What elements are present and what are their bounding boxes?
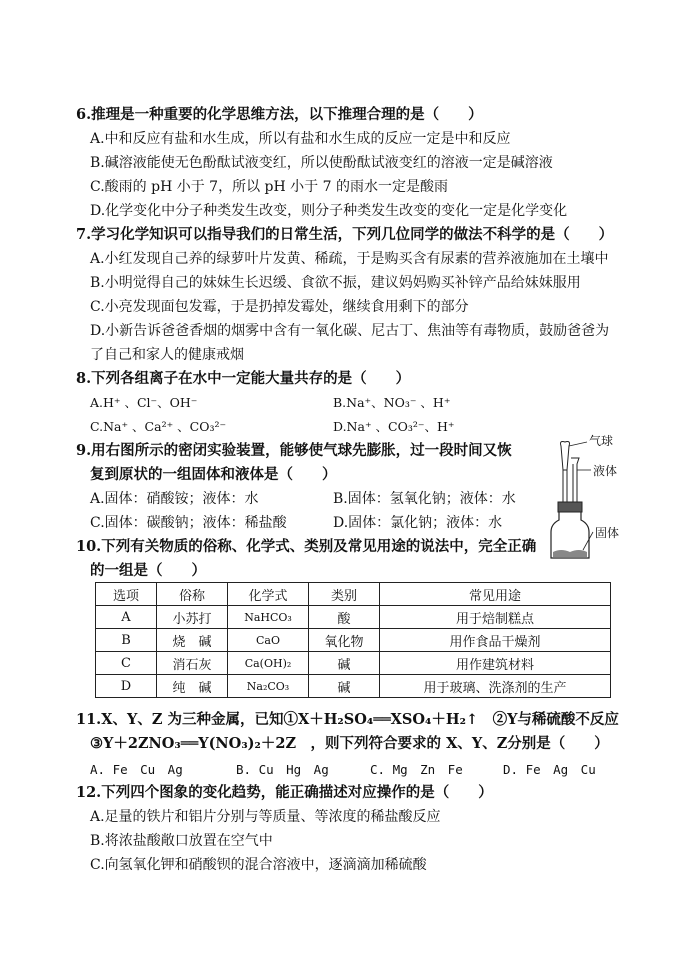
table-cell: Ca(OH)₂ [228, 652, 309, 675]
q10-stem: 10.下列有关物质的俗称、化学式、类别及常见用途的说法中，完全正确 [76, 538, 537, 555]
q8-option-d: D.Na⁺ 、CO₃²⁻、H⁺ [333, 419, 455, 434]
q12-option-c: C.向氢氧化钾和硝酸钡的混合溶液中，逐滴滴加稀硫酸 [90, 857, 427, 873]
q7-stem: 7.学习化学知识可以指导我们的日常生活，下列几位同学的做法不科学的是（ ） [76, 226, 614, 243]
q9-option-b: B.固体：氢氧化钠；液体：水 [333, 491, 516, 507]
table-row [96, 652, 611, 675]
q10-table [95, 582, 611, 698]
q7-option-c: C.小亮发现面包发霉，于是扔掉发霉处，继续食用剩下的部分 [90, 299, 469, 315]
q7-option-d: D.小新告诉爸爸香烟的烟雾中含有一氧化碳、尼古丁、焦油等有毒物质，鼓励爸爸为 [90, 323, 610, 339]
table-header-row [96, 583, 611, 606]
q11-option-c: C. Mg Zn Fe [370, 762, 463, 777]
q9-option-c: C.固体：碳酸钠；液体：稀盐酸 [90, 515, 287, 531]
q6-option-c: C.酸雨的 pH 小于 7，所以 pH 小于 7 的雨水一定是酸雨 [90, 179, 448, 195]
q6-option-b: B.碱溶液能使无色酚酞试液变红，所以使酚酞试液变红的溶液一定是碱溶液 [90, 155, 553, 171]
header-cell: 化学式 [228, 583, 309, 606]
header-cell: 类别 [309, 583, 380, 606]
q8-option-a: A.H⁺ 、Cl⁻、OH⁻ [90, 395, 198, 410]
table-cell: NaHCO₃ [228, 606, 309, 629]
header-cell: 常见用途 [380, 583, 611, 606]
table-cell: 碱 [309, 652, 380, 675]
q11-stem-cont: ③Y＋2ZNO₃══Y(NO₃)₂＋2Z ，则下列符合要求的 X、Y、Z分别是（ ） [90, 735, 609, 752]
q6-option-d: D.化学变化中分子种类发生改变，则分子种类发生改变的变化一定是化学变化 [90, 203, 568, 219]
liquid-label: 液体 [593, 464, 618, 478]
table-row [96, 629, 611, 652]
table-cell: CaO [228, 629, 309, 652]
header-cell: 选项 [96, 583, 157, 606]
table-cell: 用作建筑材料 [380, 652, 611, 675]
flask-diagram [545, 440, 655, 560]
table-cell: 烧 碱 [157, 629, 228, 652]
q12-option-a: A.足量的铁片和铝片分别与等质量、等浓度的稀盐酸反应 [90, 809, 441, 825]
q9-option-d: D.固体：氯化钠；液体：水 [333, 515, 503, 531]
q9-stem-cont: 复到原状的一组固体和液体是（ ） [90, 466, 337, 483]
table-cell: C [96, 652, 157, 675]
q8-stem: 8.下列各组离子在水中一定能大量共存的是（ ） [76, 370, 411, 387]
table-cell: A [96, 606, 157, 629]
q6-stem: 6.推理是一种重要的化学思维方法，以下推理合理的是（ ） [76, 106, 483, 123]
table-cell: 碱 [309, 675, 380, 698]
q12-option-b: B.将浓盐酸敞口放置在空气中 [90, 833, 273, 849]
q7-option-b: B.小明觉得自己的妹妹生长迟缓、食欲不振，建议妈妈购买补锌产品给妹妹服用 [90, 275, 581, 291]
table-row [96, 606, 611, 629]
q11-option-b: B. Cu Hg Ag [236, 762, 329, 777]
table-cell: 纯 碱 [157, 675, 228, 698]
q9-stem: 9.用右图所示的密闭实验装置，能够使气球先膨胀，过一段时间又恢 [76, 442, 512, 459]
q11-stem: 11.X、Y、Z 为三种金属，已知①X＋H₂SO₄══XSO₄＋H₂↑ ②Y与稀硫酸不反应 [76, 711, 619, 728]
table-cell: 用作食品干燥剂 [380, 629, 611, 652]
table-cell: 用于玻璃、洗涤剂的生产 [380, 675, 611, 698]
apparatus-figure [545, 434, 655, 560]
q9-option-a: A.固体：硝酸铵；液体：水 [90, 491, 259, 507]
table-row [96, 675, 611, 698]
header-cell: 俗称 [157, 583, 228, 606]
solid-label: 固体 [595, 526, 620, 540]
q6-option-a: A.中和反应有盐和水生成，所以有盐和水生成的反应一定是中和反应 [90, 131, 511, 147]
balloon-label: 气球 [589, 434, 614, 448]
q11-option-d: D. Fe Ag Cu [503, 762, 596, 777]
q7-option-d-cont: 了自己和家人的健康戒烟 [90, 347, 244, 363]
q12-stem: 12.下列四个图象的变化趋势，能正确描述对应操作的是（ ） [76, 784, 493, 801]
table-cell: 酸 [309, 606, 380, 629]
table-cell: B [96, 629, 157, 652]
table-cell: 消石灰 [157, 652, 228, 675]
table-cell: D [96, 675, 157, 698]
q11-option-a: A. Fe Cu Ag [90, 762, 183, 777]
q8-option-c: C.Na⁺ 、Ca²⁺ 、CO₃²⁻ [90, 419, 227, 434]
q10-stem-cont: 的一组是（ ） [90, 562, 206, 579]
q8-option-b: B.Na⁺、NO₃⁻ 、H⁺ [333, 395, 451, 410]
table-cell: 用于焙制糕点 [380, 606, 611, 629]
table-cell: 氧化物 [309, 629, 380, 652]
table-cell: 小苏打 [157, 606, 228, 629]
table-cell: Na₂CO₃ [228, 675, 309, 698]
q7-option-a: A.小红发现自己养的绿萝叶片发黄、稀疏，于是购买含有尿素的营养液施加在土壤中 [90, 251, 609, 267]
